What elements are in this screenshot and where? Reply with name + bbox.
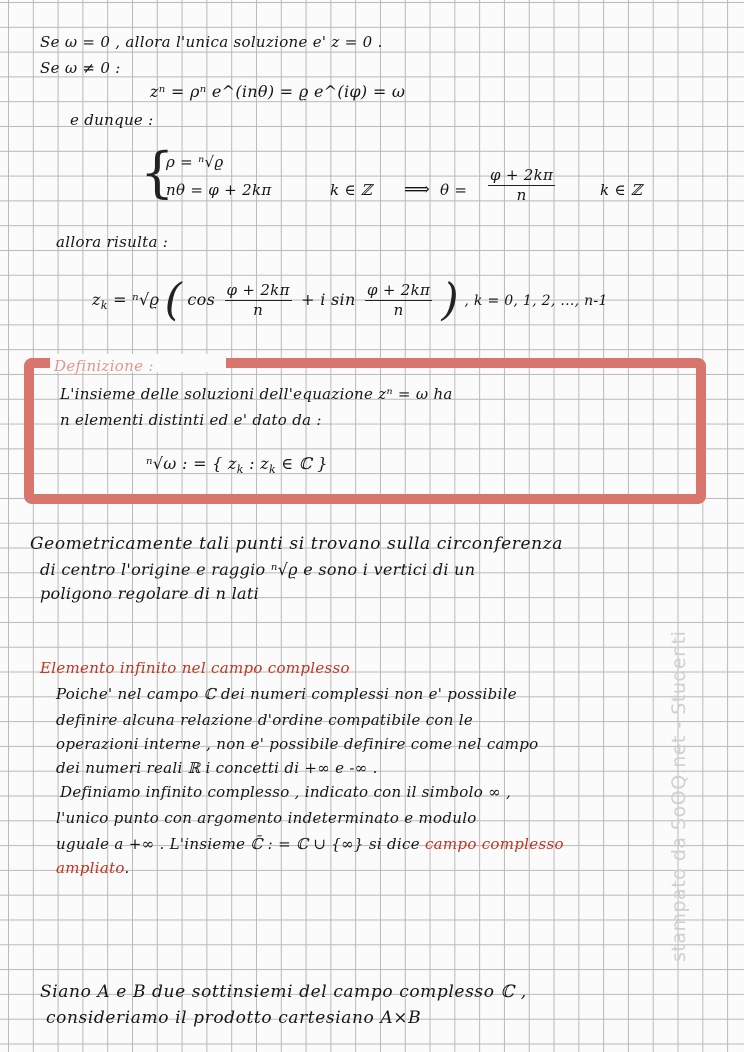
infinite-line-7-text: uguale a +∞ . L'insieme ℂ̄ : = ℂ ∪ {∞} si dice	[56, 835, 420, 853]
final-line-2: consideriamo il prodotto cartesiano A×B	[46, 1008, 422, 1028]
open-paren: (	[164, 274, 183, 326]
k-range: , k = 0, 1, 2, ..., n-1	[464, 293, 608, 309]
text-line-allora: allora risulta :	[56, 233, 169, 251]
zk-formula	[92, 274, 608, 328]
infinite-line-2: definire alcuna relazione d'ordine compatibile con le	[56, 711, 474, 729]
cos-fraction-num: φ + 2kπ	[226, 281, 290, 299]
geo-line-2: di centro l'origine e raggio ⁿ√ϱ e sono i vertici di un	[40, 560, 476, 579]
system-brace: {	[140, 141, 175, 204]
sin-fraction-den: n	[393, 301, 404, 319]
infinite-line-3: operazioni interne , non e' possibile definire come nel campo	[56, 735, 539, 753]
infinite-line-5: Definiamo infinito complesso , indicato con il simbolo ∞ ,	[60, 783, 512, 801]
text-line-dunque: e dunque :	[70, 111, 154, 129]
zk-root: = ⁿ√ϱ	[113, 290, 160, 309]
def-formula-root: ⁿ√ω : = { z	[146, 454, 237, 473]
close-paren: )	[441, 274, 460, 326]
zk-lhs: z	[92, 290, 101, 309]
cos-fraction-den: n	[253, 301, 264, 319]
zk-subscript: k	[100, 299, 108, 313]
campo-complesso-highlight: campo complesso	[424, 835, 564, 853]
watermark-text: stampato da SoOQ.net - Studenti	[668, 630, 690, 962]
system-row-rho: ρ = ⁿ√ϱ	[166, 153, 224, 171]
definition-line-1: L'insieme delle soluzioni dell'equazione zⁿ = ω ha	[60, 385, 453, 403]
infinite-line-1: Poiche' nel campo ℂ dei numeri complessi non e' possibile	[56, 685, 517, 703]
definition-box	[24, 358, 706, 504]
infinite-section-title: Elemento infinito nel campo complesso	[40, 659, 350, 677]
def-formula-sub-2: k	[268, 463, 276, 477]
system-k-in-z-2: k ∈ ℤ	[600, 181, 643, 199]
infinite-line-8	[56, 858, 130, 878]
geo-line-3: poligono regolare di n lati	[40, 584, 259, 603]
system-k-in-z: k ∈ ℤ	[330, 181, 373, 199]
infinite-line-6: l'unico punto con argomento indeterminato e modulo	[56, 809, 477, 827]
fraction-numerator: φ + 2kπ	[490, 166, 554, 184]
ampliato-highlight: ampliato	[56, 859, 125, 877]
text-line-omega-nonzero: Se ω ≠ 0 :	[40, 59, 121, 77]
cos-label: cos	[187, 290, 216, 309]
equation-main: zⁿ = ρⁿ e^(inθ) = ϱ e^(iφ) = ω	[150, 82, 406, 101]
infinite-line-7	[56, 834, 564, 854]
geo-line-1: Geometricamente tali punti si trovano sulla circonferenza	[30, 534, 563, 554]
sin-label: + i sin	[301, 290, 356, 309]
definition-formula	[146, 454, 328, 480]
system-row-theta: nθ = φ + 2kπ	[166, 181, 272, 199]
def-formula-cond: : z	[249, 454, 269, 473]
definition-line-2: n elementi distinti ed e' dato da :	[60, 411, 322, 429]
final-line-1: Siano A e B due sottinsiemi del campo complesso ℂ ,	[40, 982, 527, 1002]
infinite-line-8-end: .	[124, 859, 130, 877]
text-line-omega-zero: Se ω = 0 , allora l'unica soluzione e' z = 0 .	[40, 33, 383, 51]
system-implies: ⟹	[404, 179, 431, 200]
def-formula-tail: ∈ ℂ }	[281, 454, 328, 473]
fraction-denominator: n	[516, 186, 527, 204]
sin-fraction-num: φ + 2kπ	[366, 281, 431, 299]
system-theta-fraction	[484, 166, 559, 205]
def-formula-sub-1: k	[236, 463, 244, 477]
definition-title: Definizione :	[54, 357, 154, 375]
system-theta-eq: θ =	[440, 181, 468, 199]
infinite-line-4: dei numeri reali ℝ i concetti di +∞ e -∞ .	[56, 759, 378, 777]
